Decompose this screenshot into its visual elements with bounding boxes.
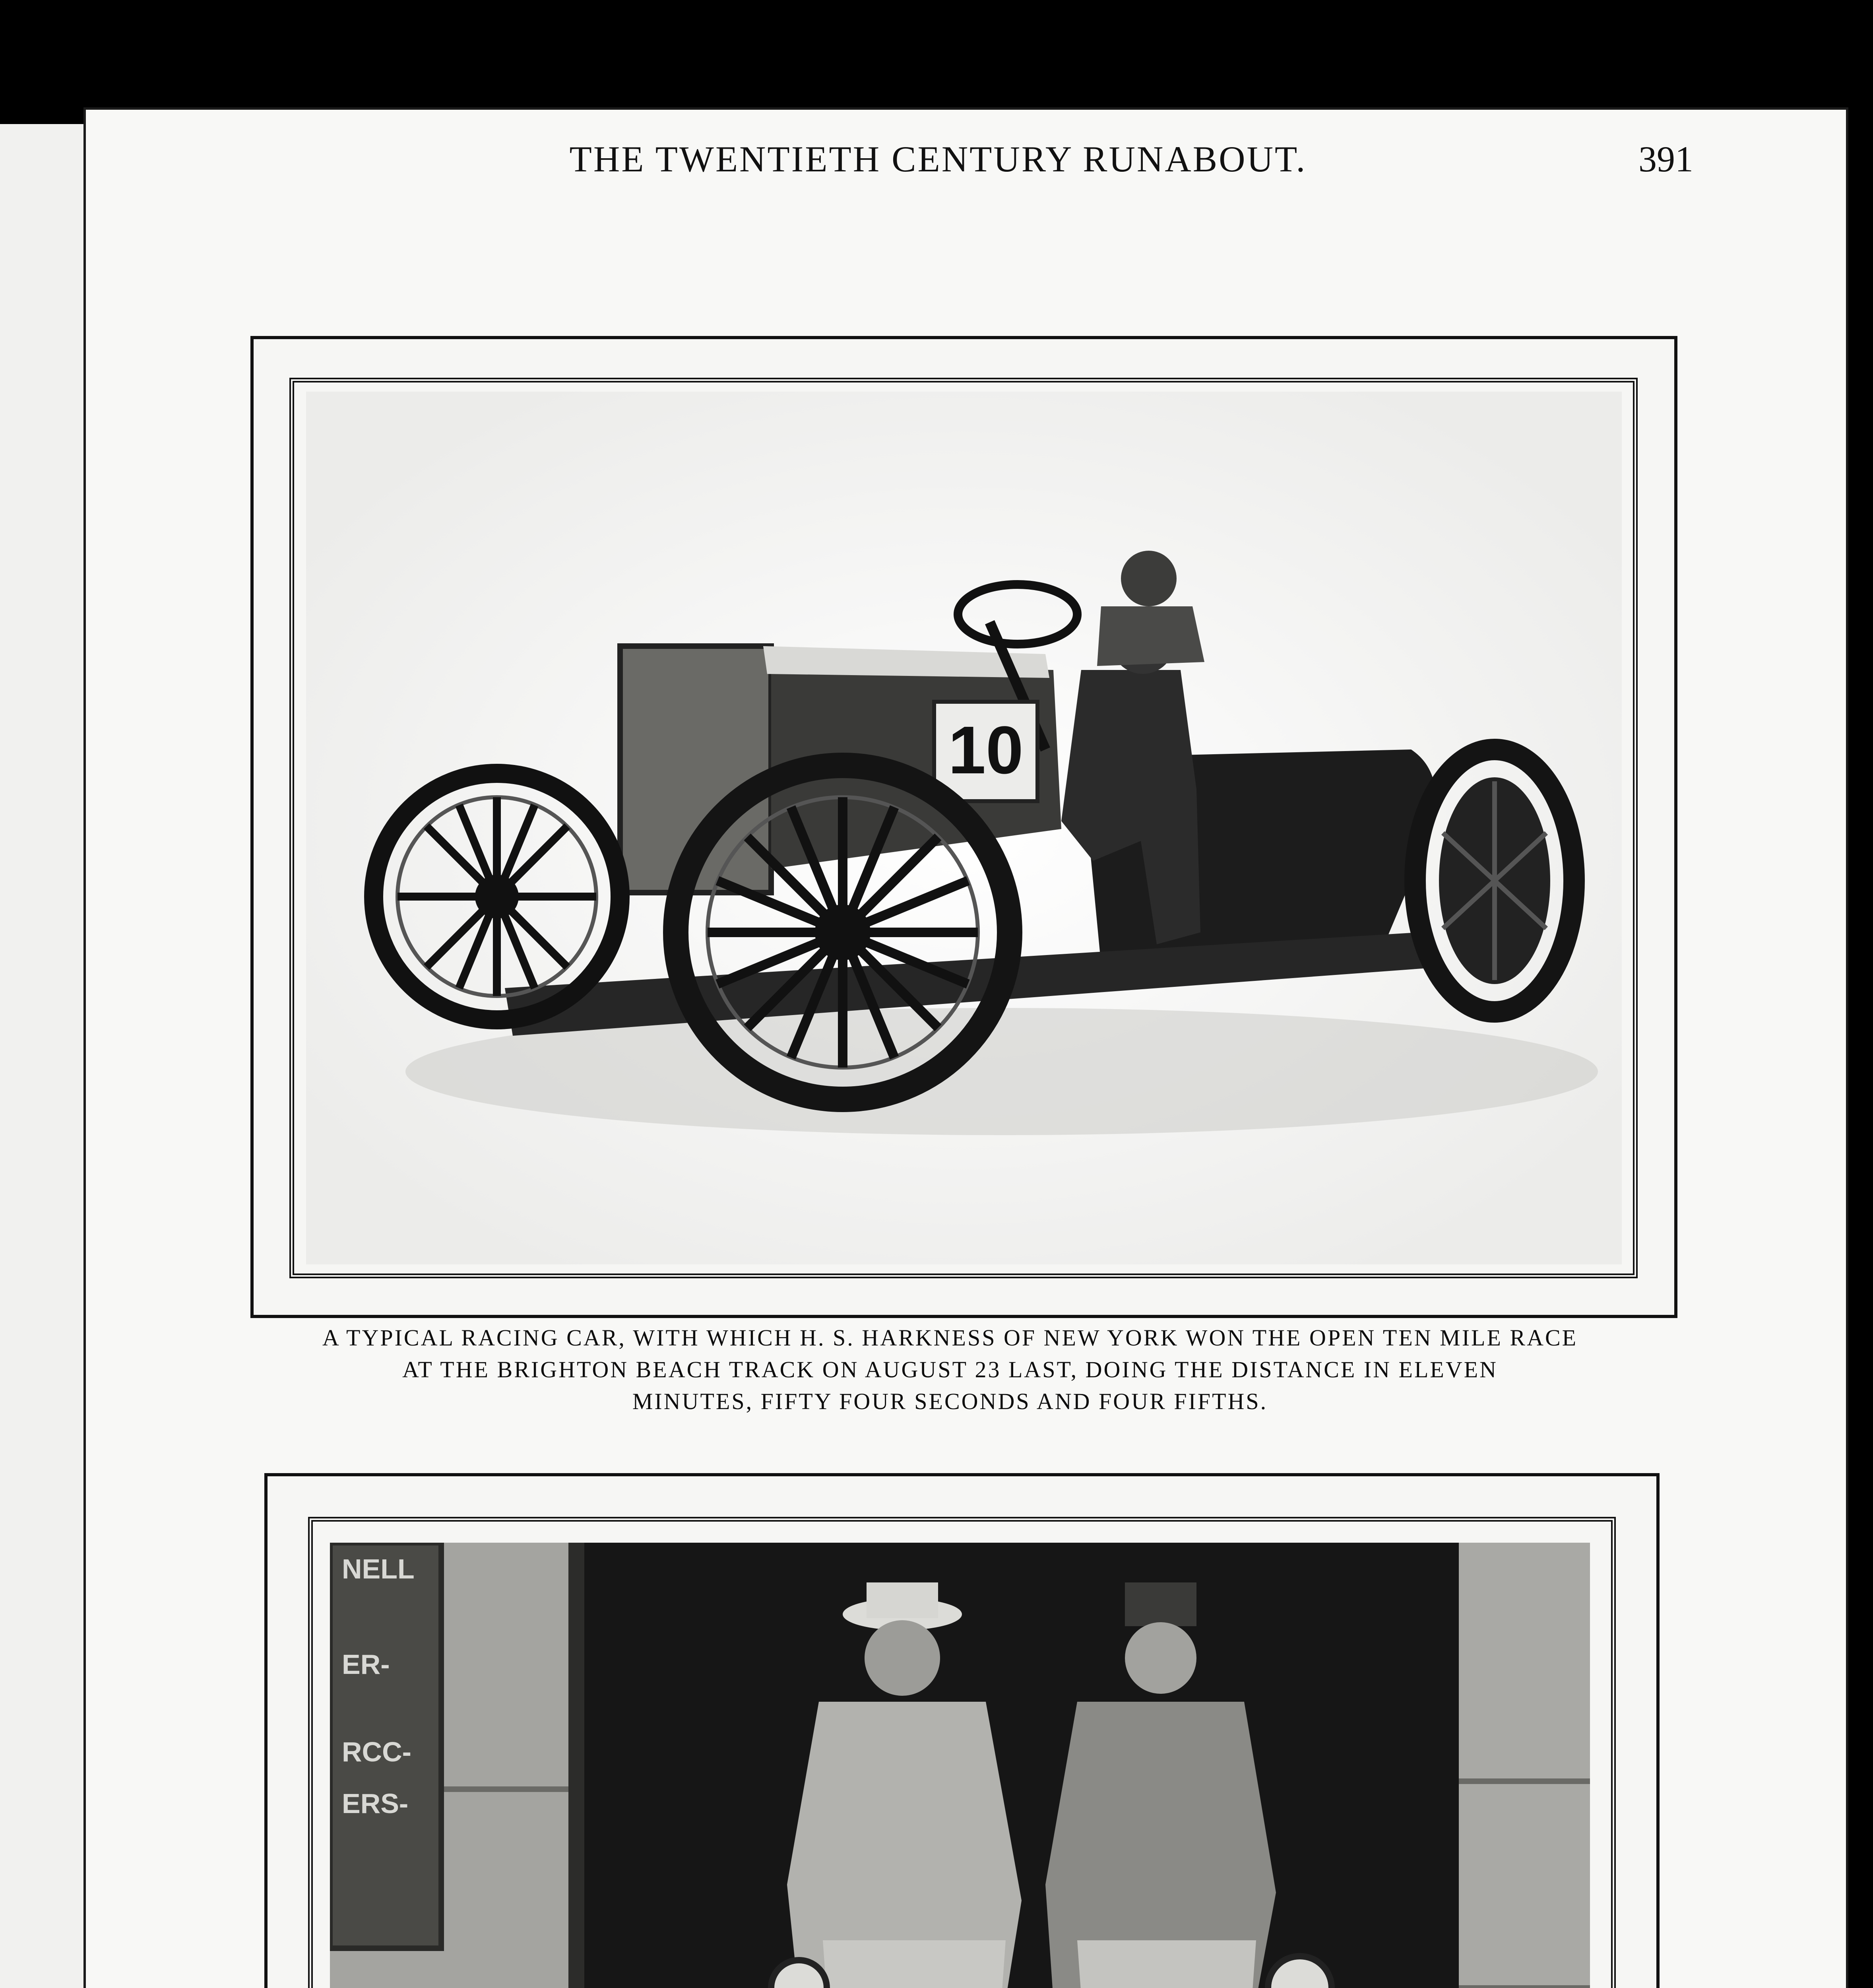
racing-car-caption bbox=[223, 1322, 1677, 1425]
racing-car-photograph bbox=[306, 392, 1622, 1264]
racing-car-rear-wheel bbox=[1415, 749, 1574, 1012]
racing-car-left-front-wheel bbox=[374, 773, 620, 1020]
plaque-text-2: ER- bbox=[342, 1649, 390, 1680]
plaque-text-4: ERS- bbox=[342, 1788, 409, 1819]
race-number: 10 bbox=[948, 712, 1024, 788]
fire-automobile-photograph bbox=[330, 1543, 1590, 1988]
racing-car-caption-line-1: A TYPICAL RACING CAR, WITH WHICH H. S. HARKNESS OF NEW YORK WON THE OPEN TEN MILE RACE bbox=[322, 1325, 1578, 1351]
page-number: 391 bbox=[1638, 139, 1693, 179]
plaque-text-1: NELL bbox=[342, 1553, 415, 1584]
racing-car-main-wheel bbox=[676, 765, 1010, 1099]
racing-car-caption-line-2: AT THE BRIGHTON BEACH TRACK ON AUGUST 23 LAST, DOING THE DISTANCE IN ELEVEN bbox=[402, 1357, 1498, 1382]
racing-car-caption-line-3: MINUTES, FIFTY FOUR SECONDS AND FOUR FIFTHS. bbox=[632, 1388, 1268, 1414]
running-head: THE TWENTIETH CENTURY RUNABOUT. bbox=[569, 139, 1307, 179]
plaque-text-3: RCC- bbox=[342, 1736, 411, 1767]
